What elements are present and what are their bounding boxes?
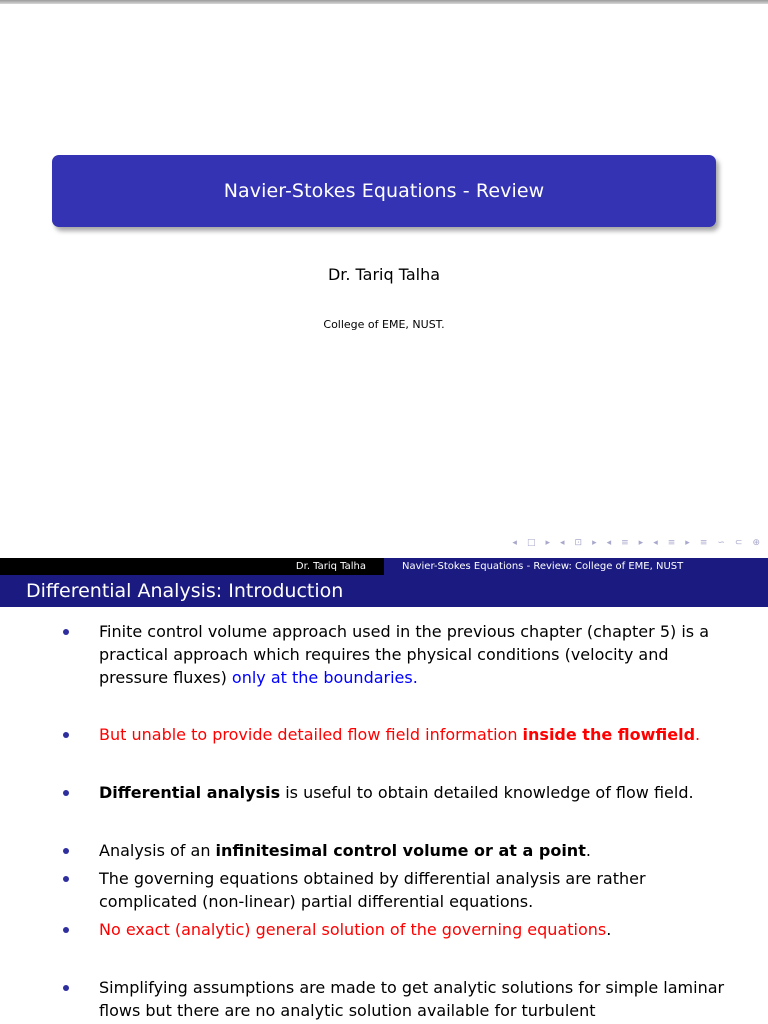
bullet-icon — [63, 848, 69, 854]
nav-subsection-icon[interactable]: ≡ — [621, 538, 629, 548]
author-name: Dr. Tariq Talha — [327, 265, 441, 284]
list-item: No exact (analytic) general solution of the governing equations. — [80, 918, 720, 941]
nav-next-frame-icon[interactable]: ▸ — [545, 538, 550, 548]
headline-author: Dr. Tariq Talha — [0, 558, 384, 575]
nav-next-slide-icon[interactable]: ▸ — [592, 538, 597, 548]
nav-search-icon[interactable]: ⊂ — [734, 538, 743, 548]
nav-back-icon[interactable]: ∽ — [717, 538, 725, 548]
bullet-icon — [63, 790, 69, 796]
nav-prev-section-icon[interactable]: ◂ — [653, 538, 658, 548]
nav-prev-slide-icon[interactable]: ◂ — [559, 538, 565, 548]
list-item: Differential analysis is useful to obtain detailed knowledge of flow field. — [80, 781, 720, 804]
bullet-icon — [63, 732, 69, 738]
presentation-title: Navier-Stokes Equations - Review — [223, 180, 545, 202]
bullet-icon — [63, 629, 69, 635]
nav-next-section-icon[interactable]: ▸ — [685, 538, 690, 548]
nav-prev-subsection-icon[interactable]: ◂ — [606, 538, 612, 548]
nav-frame-icon[interactable]: □ — [526, 538, 536, 548]
nav-section-icon[interactable]: ≡ — [667, 538, 676, 548]
title-box — [52, 155, 716, 227]
list-item: Finite control volume approach used in the previous chapter (chapter 5) is a practical approach which requires the physical conditions (velocity and pressure fluxes) only at the boundaries. — [80, 620, 720, 689]
nav-zoom-icon[interactable]: ⊕ — [752, 538, 760, 548]
list-item: But unable to provide detailed flow field information inside the flowfield. — [80, 723, 720, 746]
institute-name: College of EME, NUST. — [323, 318, 445, 331]
bullet-icon — [63, 985, 69, 991]
list-item: Simplifying assumptions are made to get analytic solutions for simple laminar flows but there are no analytic solution available for turbulent — [80, 976, 720, 1022]
beamer-navigation-bar[interactable] — [512, 538, 760, 548]
frame-title: Differential Analysis: Introduction — [0, 575, 768, 607]
headline-title: Navier-Stokes Equations - Review: College of EME, NUST — [384, 558, 768, 575]
nav-prev-frame-icon[interactable]: ◂ — [512, 538, 517, 548]
nav-slide-icon[interactable]: ⊡ — [574, 538, 583, 548]
nav-document-icon[interactable]: ≡ — [699, 538, 708, 548]
list-item: The governing equations obtained by differential analysis are rather complicated (non-linear) partial differential equations. — [80, 867, 720, 913]
bullet-icon — [63, 927, 69, 933]
list-item: Analysis of an infinitesimal control volume or at a point. — [80, 839, 720, 862]
slide-headline-bar — [0, 558, 768, 575]
bullet-icon — [63, 876, 69, 882]
nav-next-subsection-icon[interactable]: ▸ — [638, 538, 644, 548]
